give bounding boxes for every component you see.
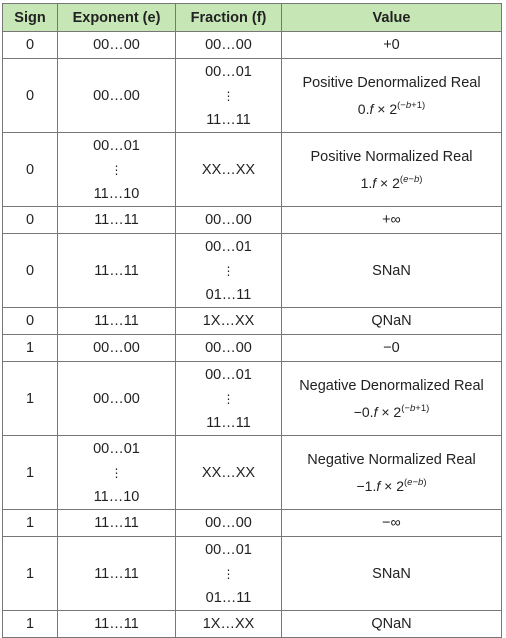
exponent-cell-stack <box>60 309 173 333</box>
value-label: QNaN <box>371 313 412 329</box>
bit-pattern: 11…11 <box>94 313 139 329</box>
bit-pattern: 00…00 <box>205 37 252 53</box>
fraction-cell-stack <box>178 309 279 333</box>
bit-pattern: XX…XX <box>201 161 256 178</box>
bit-pattern: 00…00 <box>93 87 140 104</box>
bit-pattern: 00…00 <box>93 340 140 356</box>
fraction-cell <box>176 510 282 537</box>
sign-cell: 1 <box>3 335 58 362</box>
bit-pattern: 11…11 <box>206 111 251 128</box>
sign-cell: 0 <box>3 234 58 308</box>
header-row <box>3 4 502 32</box>
value-label: −0 <box>383 340 400 356</box>
table-header <box>3 4 502 32</box>
fraction-cell-stack <box>178 538 279 610</box>
table-row <box>3 362 502 436</box>
vertical-ellipsis: ⋮ <box>110 162 123 177</box>
fraction-cell <box>176 234 282 308</box>
fraction-cell-stack <box>178 363 279 435</box>
value-cell <box>282 133 502 207</box>
fraction-cell-stack <box>178 208 279 232</box>
value-cell <box>282 537 502 611</box>
table-row <box>3 234 502 308</box>
exponent-cell-stack <box>60 336 173 360</box>
bit-pattern: 11…11 <box>206 414 251 431</box>
bit-pattern: 00…01 <box>205 63 252 80</box>
bit-pattern: 00…01 <box>205 366 252 383</box>
table-row <box>3 308 502 335</box>
sign-cell: 1 <box>3 611 58 638</box>
sign-cell: 1 <box>3 510 58 537</box>
value-cell <box>282 308 502 335</box>
bit-pattern: XX…XX <box>201 464 256 481</box>
fraction-cell <box>176 436 282 510</box>
bit-pattern: 00…01 <box>205 238 252 255</box>
exponent-cell-stack <box>60 208 173 232</box>
value-cell <box>282 611 502 638</box>
exponent-cell <box>58 510 176 537</box>
table-row <box>3 207 502 234</box>
fraction-cell-stack <box>178 612 279 636</box>
fraction-cell <box>176 32 282 59</box>
value-formula: $0.f \times 2^{(-b+1)}$ <box>357 99 426 117</box>
bit-pattern: 00…01 <box>205 541 252 558</box>
sign-cell: 0 <box>3 207 58 234</box>
exponent-cell-stack <box>60 84 173 108</box>
vertical-ellipsis: ⋮ <box>110 465 123 480</box>
value-label: SNaN <box>372 262 411 279</box>
value-label: Positive Denormalized Real <box>302 74 481 91</box>
value-cell <box>282 59 502 133</box>
exponent-cell <box>58 436 176 510</box>
bit-pattern: 11…11 <box>94 212 139 228</box>
value-cell <box>282 32 502 59</box>
exponent-cell <box>58 308 176 335</box>
value-cell <box>282 436 502 510</box>
header-value: Value <box>282 4 502 32</box>
fraction-cell <box>176 335 282 362</box>
value-label: −∞ <box>382 515 401 531</box>
fraction-cell-stack <box>178 235 279 307</box>
table-row <box>3 611 502 638</box>
vertical-ellipsis: ⋮ <box>222 566 235 581</box>
exponent-cell <box>58 234 176 308</box>
exponent-cell <box>58 59 176 133</box>
table-row <box>3 32 502 59</box>
vertical-ellipsis: ⋮ <box>222 263 235 278</box>
value-formula: $-0.f \times 2^{(-b+1)}$ <box>353 402 430 420</box>
exponent-cell-stack <box>60 134 173 206</box>
header-fraction: Fraction (f) <box>176 4 282 32</box>
exponent-cell-stack <box>60 612 173 636</box>
value-label: SNaN <box>372 565 411 582</box>
bit-pattern: 11…11 <box>94 262 139 279</box>
value-label: +∞ <box>382 212 401 228</box>
value-label: Negative Normalized Real <box>307 451 476 468</box>
exponent-cell <box>58 335 176 362</box>
bit-pattern: 00…00 <box>205 340 252 356</box>
fraction-cell <box>176 611 282 638</box>
bit-pattern: 11…10 <box>93 488 140 505</box>
sign-cell: 0 <box>3 133 58 207</box>
sign-cell: 1 <box>3 362 58 436</box>
value-cell <box>282 207 502 234</box>
value-label: QNaN <box>371 616 412 632</box>
value-label: Positive Normalized Real <box>310 148 473 165</box>
value-cell <box>282 234 502 308</box>
exponent-cell-stack <box>60 511 173 535</box>
bit-pattern: 00…01 <box>93 137 140 154</box>
fraction-cell <box>176 537 282 611</box>
value-cell <box>282 510 502 537</box>
vertical-ellipsis: ⋮ <box>222 391 235 406</box>
sign-cell: 0 <box>3 59 58 133</box>
fraction-cell-stack <box>178 336 279 360</box>
bit-pattern: 11…11 <box>94 565 139 582</box>
exponent-cell <box>58 133 176 207</box>
fraction-cell <box>176 362 282 436</box>
fraction-cell <box>176 207 282 234</box>
exponent-cell-stack <box>60 387 173 411</box>
table-row <box>3 436 502 510</box>
value-formula: $1.f \times 2^{(e-b)}$ <box>360 173 423 191</box>
bit-pattern: 11…10 <box>93 185 140 202</box>
value-cell <box>282 335 502 362</box>
table-row <box>3 133 502 207</box>
ieee-value-table <box>2 3 502 638</box>
sign-cell: 0 <box>3 308 58 335</box>
bit-pattern: 00…00 <box>93 37 140 53</box>
fraction-cell-stack <box>178 461 279 485</box>
exponent-cell <box>58 32 176 59</box>
value-label: Negative Denormalized Real <box>299 377 484 394</box>
header-exponent: Exponent (e) <box>58 4 176 32</box>
sign-cell: 1 <box>3 436 58 510</box>
fraction-cell <box>176 133 282 207</box>
exponent-cell-stack <box>60 437 173 509</box>
table-row <box>3 537 502 611</box>
bit-pattern: 01…11 <box>205 286 252 303</box>
exponent-cell-stack <box>60 562 173 586</box>
table-row <box>3 59 502 133</box>
bit-pattern: 00…00 <box>205 515 252 531</box>
bit-pattern: 11…11 <box>94 515 139 531</box>
bit-pattern: 1X…XX <box>202 313 255 329</box>
table-body <box>3 32 502 638</box>
vertical-ellipsis: ⋮ <box>222 88 235 103</box>
exponent-cell <box>58 362 176 436</box>
bit-pattern: 01…11 <box>205 589 252 606</box>
header-sign: Sign <box>3 4 58 32</box>
bit-pattern: 00…00 <box>93 390 140 407</box>
fraction-cell <box>176 59 282 133</box>
sign-cell: 0 <box>3 32 58 59</box>
value-formula: $-1.f \times 2^{(e-b)}$ <box>356 476 427 494</box>
value-label: +0 <box>383 37 400 53</box>
exponent-cell-stack <box>60 33 173 57</box>
table-row <box>3 510 502 537</box>
bit-pattern: 00…01 <box>93 440 140 457</box>
bit-pattern: 00…00 <box>205 212 252 228</box>
value-cell <box>282 362 502 436</box>
table-row <box>3 335 502 362</box>
exponent-cell-stack <box>60 259 173 283</box>
sign-cell: 1 <box>3 537 58 611</box>
fraction-cell <box>176 308 282 335</box>
fraction-cell-stack <box>178 511 279 535</box>
exponent-cell <box>58 611 176 638</box>
exponent-cell <box>58 537 176 611</box>
exponent-cell <box>58 207 176 234</box>
bit-pattern: 1X…XX <box>202 616 255 632</box>
fraction-cell-stack <box>178 33 279 57</box>
bit-pattern: 11…11 <box>94 616 139 632</box>
fraction-cell-stack <box>178 158 279 182</box>
fraction-cell-stack <box>178 60 279 132</box>
